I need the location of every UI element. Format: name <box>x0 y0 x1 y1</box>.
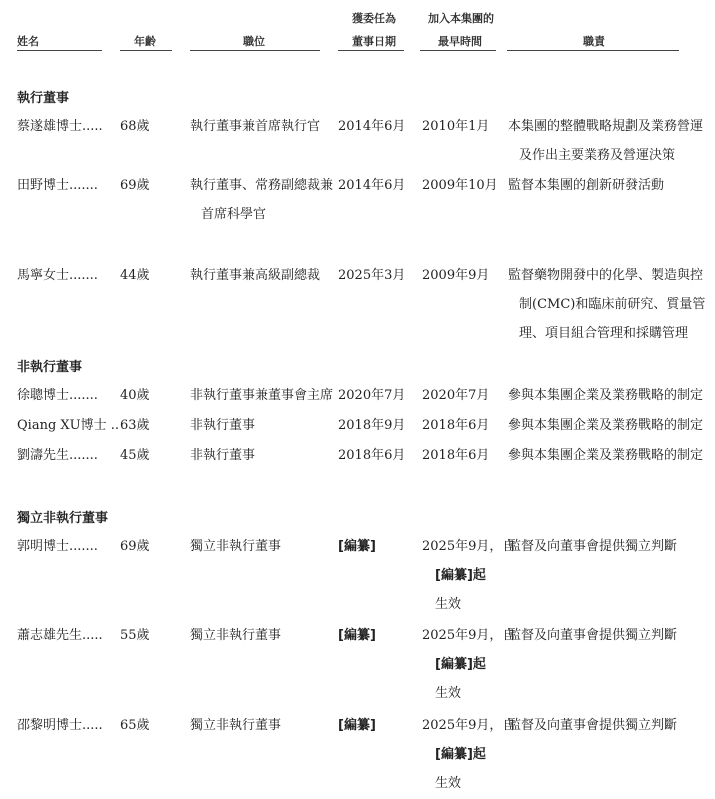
header-rule-age <box>120 50 172 51</box>
header-age: 年齡 <box>134 35 156 48</box>
director-duties <box>508 441 703 470</box>
joined-date <box>422 711 515 798</box>
director-name: 徐聰博士....... <box>17 388 98 403</box>
header-appointed-line1: 獲委任為 <box>352 12 396 25</box>
joined-date <box>422 381 489 410</box>
header-rule-duties <box>507 50 679 51</box>
duties-line: 理、項目組合管理和採購管理 <box>519 326 689 341</box>
director-name: 馬寧女士....... <box>17 268 98 283</box>
joined-date <box>422 532 515 619</box>
joined-date <box>422 261 489 290</box>
director-duties <box>508 261 705 348</box>
joined-line: [編纂]起 <box>435 568 486 583</box>
director-position <box>190 711 281 740</box>
director-age: 40歲 <box>120 388 150 403</box>
header-position: 職位 <box>243 35 265 48</box>
director-duties <box>508 711 677 740</box>
header-rule-joined <box>420 50 496 51</box>
director-duties <box>508 532 677 561</box>
director-age: 69歲 <box>120 539 150 554</box>
director-position <box>190 261 320 290</box>
joined-line: 2025年9月，自 <box>422 628 516 643</box>
director-age: 45歲 <box>120 448 150 463</box>
duties-line: 參與本集團企業及業務戰略的制定 <box>508 418 704 433</box>
joined-line: [編纂]起 <box>435 747 486 762</box>
joined-line: 2010年1月 <box>422 119 490 134</box>
joined-line: 2018年6月 <box>422 418 490 433</box>
director-age: 63歲 <box>120 418 150 433</box>
position-line: 獨立非執行董事 <box>190 718 282 733</box>
appointed-date: 2018年9月 <box>338 418 406 433</box>
joined-line: 2020年7月 <box>422 388 490 403</box>
joined-line: 生效 <box>435 776 462 791</box>
duties-line: 監督及向董事會提供獨立判斷 <box>508 628 678 643</box>
director-age: 68歲 <box>120 119 150 134</box>
position-line: 獨立非執行董事 <box>190 539 282 554</box>
director-name: 郭明博士....... <box>17 539 98 554</box>
director-age: 55歲 <box>120 628 150 643</box>
header-joined-line1: 加入本集團的 <box>428 12 494 25</box>
joined-date <box>422 621 515 708</box>
joined-date <box>422 112 489 141</box>
header-name: 姓名 <box>17 35 39 48</box>
appointed-date: 2025年3月 <box>338 268 406 283</box>
position-line: 首席科學官 <box>201 207 267 222</box>
director-name: Qiang XU博士 .. <box>17 418 120 433</box>
joined-line: 2009年9月 <box>422 268 490 283</box>
header-rule-name <box>17 50 102 51</box>
director-name: 邵黎明博士..... <box>17 718 103 733</box>
position-line: 非執行董事 <box>190 448 256 463</box>
section-executive: 執行董事 <box>17 91 70 106</box>
appointed-date: 2014年6月 <box>338 178 406 193</box>
appointed-date: [編纂] <box>338 539 376 554</box>
director-position <box>190 381 333 410</box>
section-independent: 獨立非執行董事 <box>17 511 109 526</box>
appointed-date: 2014年6月 <box>338 119 406 134</box>
director-name: 蕭志雄先生..... <box>17 628 103 643</box>
duties-line: 監督及向董事會提供獨立判斷 <box>508 718 678 733</box>
joined-line: 2018年6月 <box>422 448 490 463</box>
director-position <box>190 112 320 141</box>
joined-date <box>422 171 498 200</box>
director-duties <box>508 171 664 200</box>
section-non-executive: 非執行董事 <box>17 360 83 375</box>
position-line: 執行董事、常務副總裁兼 <box>190 178 334 193</box>
position-line: 獨立非執行董事 <box>190 628 282 643</box>
director-age: 69歲 <box>120 178 150 193</box>
duties-line: 制(CMC)和臨床前研究、質量管 <box>519 297 706 312</box>
position-line: 非執行董事 <box>190 418 256 433</box>
header-appointed-line2: 董事日期 <box>352 35 396 48</box>
director-name: 蔡遂雄博士..... <box>17 119 103 134</box>
appointed-date: [編纂] <box>338 718 376 733</box>
director-duties <box>508 621 677 650</box>
appointed-date: 2020年7月 <box>338 388 406 403</box>
duties-line: 本集團的整體戰略規劃及業務營運 <box>508 119 704 134</box>
position-line: 非執行董事兼董事會主席 <box>190 388 334 403</box>
header-rule-position <box>190 50 320 51</box>
position-line: 執行董事兼高級副總裁 <box>190 268 321 283</box>
header-joined-line2: 最早時間 <box>438 35 482 48</box>
joined-line: 2009年10月 <box>422 178 498 193</box>
duties-line: 監督藥物開發中的化學、製造與控 <box>508 268 704 283</box>
appointed-date: [編纂] <box>338 628 376 643</box>
director-age: 44歲 <box>120 268 150 283</box>
header-rule-appointed <box>338 50 404 51</box>
joined-line: 生效 <box>435 597 462 612</box>
director-name: 劉濤先生....... <box>17 448 98 463</box>
director-duties <box>508 411 703 440</box>
duties-line: 監督本集團的創新研發活動 <box>508 178 665 193</box>
director-position <box>190 441 255 470</box>
director-age: 65歲 <box>120 718 150 733</box>
appointed-date: 2018年6月 <box>338 448 406 463</box>
director-duties <box>508 112 703 170</box>
joined-line: [編纂]起 <box>435 657 486 672</box>
director-duties <box>508 381 703 410</box>
director-position <box>190 532 281 561</box>
joined-line: 生效 <box>435 686 462 701</box>
duties-line: 參與本集團企業及業務戰略的制定 <box>508 388 704 403</box>
header-duties: 職責 <box>583 35 605 48</box>
joined-date <box>422 441 489 470</box>
director-name: 田野博士....... <box>17 178 98 193</box>
director-position <box>190 411 255 440</box>
director-position <box>190 171 333 229</box>
duties-line: 及作出主要業務及營運決策 <box>519 148 676 163</box>
position-line: 執行董事兼首席執行官 <box>190 119 321 134</box>
duties-line: 參與本集團企業及業務戰略的制定 <box>508 448 704 463</box>
director-position <box>190 621 281 650</box>
joined-date <box>422 411 489 440</box>
joined-line: 2025年9月，自 <box>422 718 516 733</box>
joined-line: 2025年9月，自 <box>422 539 516 554</box>
duties-line: 監督及向董事會提供獨立判斷 <box>508 539 678 554</box>
